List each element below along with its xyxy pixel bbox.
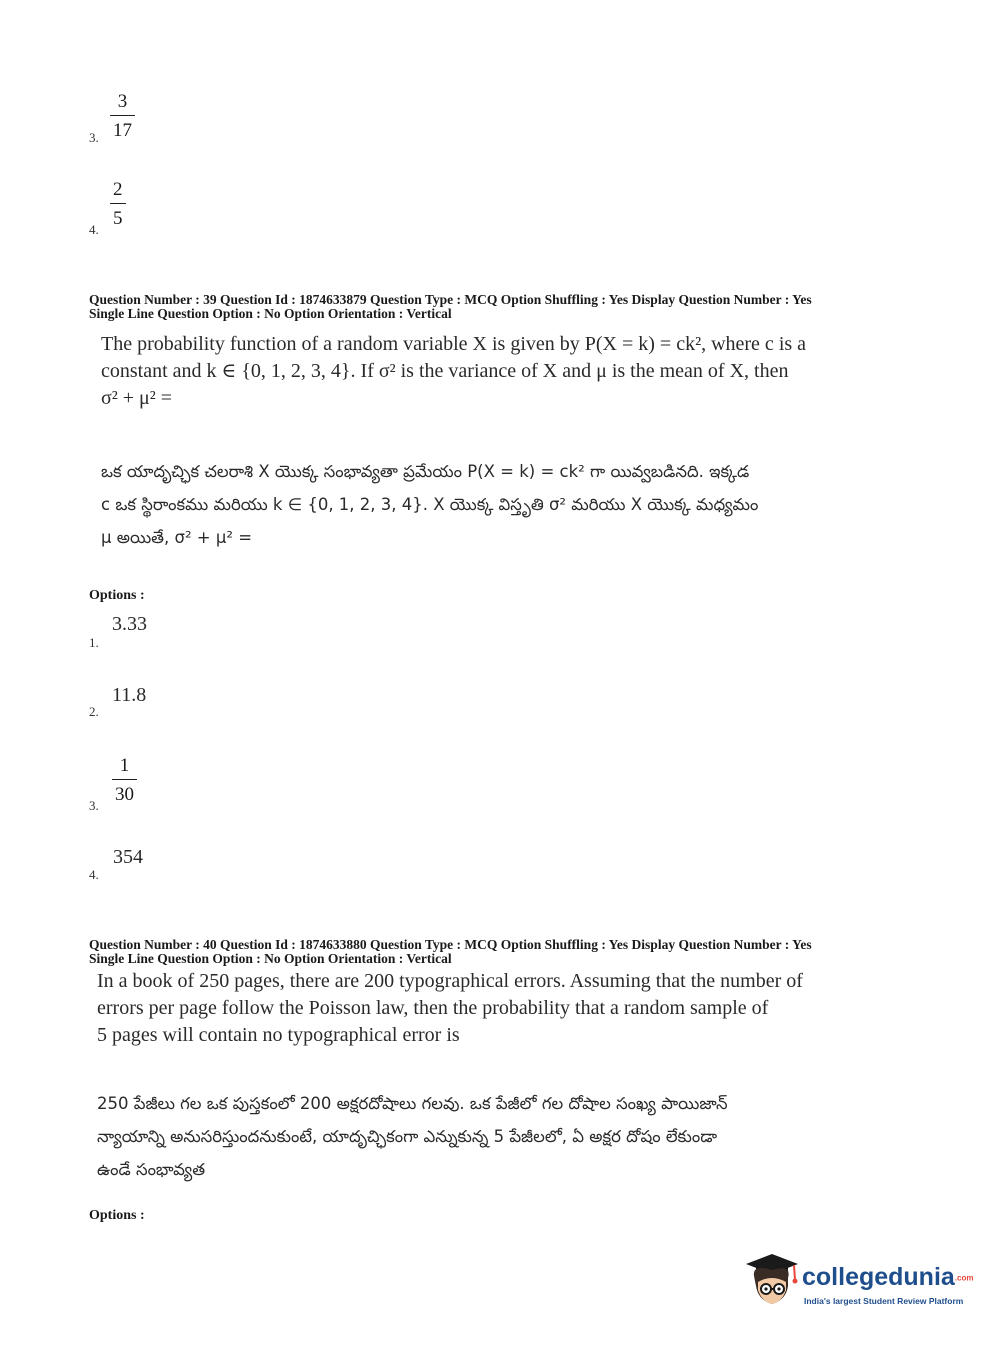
q40-english-text <box>97 968 803 1049</box>
q40-telugu-line2: న్యాయాన్ని అనుసరిస్తుందనుకుంటే, యాదృచ్ఛికంగా ఎన్నుకున్న 5 పేజీలలో, ఏ అక్షర దోషం లేకుండా <box>97 1127 718 1146</box>
mascot-icon <box>742 1250 800 1310</box>
q39-options-label: Options : <box>89 588 145 603</box>
prev-option-3-denominator: 17 <box>110 115 135 140</box>
prev-option-3-fraction <box>110 92 135 141</box>
q39-meta-line2: Single Line Question Option : No Option Orientation : Vertical <box>89 306 452 321</box>
q39-option-1-value: 3.33 <box>112 613 147 635</box>
q40-telugu-line1: 250 పేజీలు గల ఒక పుస్తకంలో 200 అక్షరదోషాలు గలవు. ఒక పేజీలో గల దోషాల సంఖ్య పాయిజాన్ <box>97 1094 728 1113</box>
q39-english-text <box>101 331 806 412</box>
q40-english-line2: errors per page follow the Poisson law, then the probability that a random sample of <box>97 997 769 1019</box>
q39-meta-line1: Question Number : 39 Question Id : 1874633879 Question Type : MCQ Option Shuffling : Yes Display Question Number : Yes <box>89 292 812 307</box>
q39-telugu-text <box>101 455 758 554</box>
q39-option-2-value: 11.8 <box>112 684 147 706</box>
q40-meta-line1: Question Number : 40 Question Id : 1874633880 Question Type : MCQ Option Shuffling : Yes Display Question Number : Yes <box>89 937 812 952</box>
q39-option-3-denominator: 30 <box>112 779 137 804</box>
q39-option-3-number: 3. <box>89 798 99 813</box>
logo-brand-name: collegedunia <box>802 1263 955 1291</box>
collegedunia-logo <box>742 1250 972 1312</box>
q39-option-4-number: 4. <box>89 867 99 882</box>
q39-option-2-number: 2. <box>89 704 99 719</box>
q40-telugu-line3: ఉండే సంభావ్యత <box>97 1160 206 1179</box>
q40-english-line1: In a book of 250 pages, there are 200 typographical errors. Assuming that the number of <box>97 970 803 992</box>
logo-brand-suffix: .com <box>954 1273 974 1283</box>
q39-option-3-fraction <box>112 756 137 805</box>
q39-option-3-numerator: 1 <box>119 755 130 776</box>
q39-option-1-number: 1. <box>89 635 99 650</box>
q40-telugu-text <box>97 1087 728 1186</box>
q39-telugu-line3: μ అయితే, σ² + μ² = <box>101 528 253 547</box>
logo-tagline: India's largest Student Review Platform <box>804 1296 964 1306</box>
q39-telugu-line1: ఒక యాదృచ్ఛిక చలరాశి X యొక్క సంభావ్యతా ప్రమేయం P(X = k) = ck² గా యివ్వబడినది. ఇక్కడ <box>101 462 750 481</box>
q39-option-4-value: 354 <box>113 846 143 868</box>
q40-options-label: Options : <box>89 1208 145 1223</box>
prev-option-3-number: 3. <box>89 130 99 145</box>
q39-english-line2: constant and k ∈ {0, 1, 2, 3, 4}. If σ² is the variance of X and μ is the mean of X, then <box>101 360 789 382</box>
q40-meta-line2: Single Line Question Option : No Option Orientation : Vertical <box>89 951 452 966</box>
prev-option-4-denominator: 5 <box>110 203 126 228</box>
prev-option-4-numerator: 2 <box>113 179 123 200</box>
prev-option-3-numerator: 3 <box>117 91 128 112</box>
logo-brand <box>802 1264 973 1291</box>
prev-option-4-number: 4. <box>89 222 99 237</box>
q39-english-line1: The probability function of a random variable X is given by P(X = k) = ck², where c is a <box>101 333 807 355</box>
q39-english-line3: σ² + μ² = <box>101 387 173 409</box>
q39-telugu-line2: c ఒక స్థిరాంకము మరియు k ∈ {0, 1, 2, 3, 4}. X యొక్క విస్తృతి σ² మరియు X యొక్క మధ్యమం <box>101 495 759 514</box>
q40-english-line3: 5 pages will contain no typographical error is <box>97 1024 460 1046</box>
prev-option-4-fraction <box>110 180 126 229</box>
